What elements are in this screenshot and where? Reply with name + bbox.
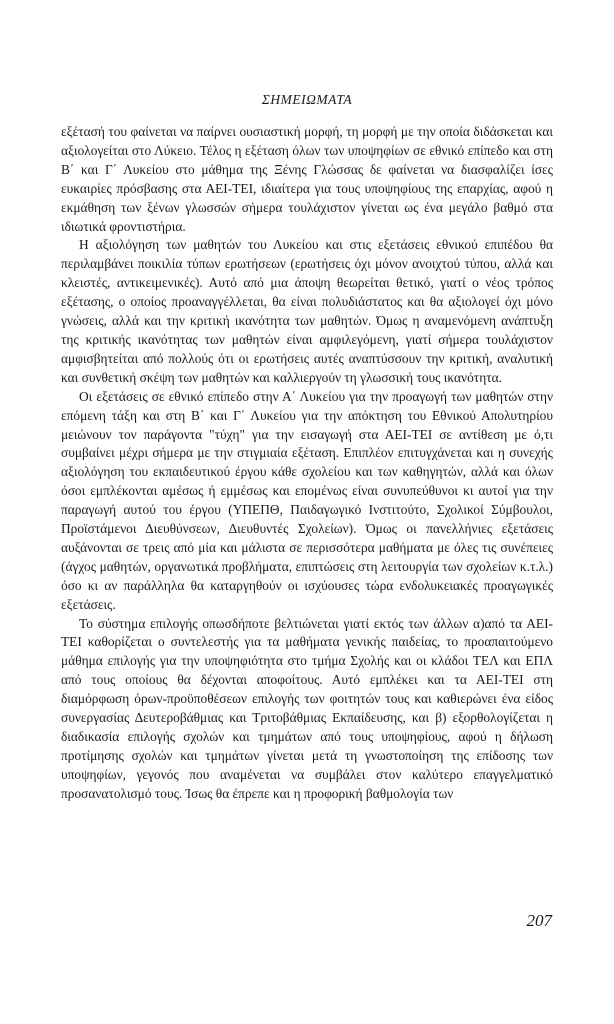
paragraph-1: εξέτασή του φαίνεται να παίρνει ουσιαστική μορφή, τη μορφή με την οποία διδάσκεται και αξιολογείται στο Λύκειο. Τέλος η εξέταση όλων των υποψηφίων σε εθνικό επίπεδο και στη Β΄ και Γ΄ Λυκείου στο μάθημα της Ξένης Γλώσσας δε φαίνεται να διασφαλίζει ίσες ευκαιρίες πρόσβασης στα ΑΕΙ-ΤΕΙ, ιδιαίτερα για τους υποψηφίους της επαρχίας, αφού η εκμάθηση των ξένων γλωσσών σήμερα τουλάχιστον γίνεται ως ένα μεγάλο βαθμό στα ιδιωτικά φροντιστήρια. [61,124,553,234]
paragraph-2: Η αξιολόγηση των μαθητών του Λυκείου και στις εξετάσεις εθνικού επιπέδου θα περιλαμβάνει ποικιλία τύπων ερωτήσεων (ερωτήσεις όχι μόνον ανοιχτού τύπου, αλλά και κλειστές, αντικειμενικές). Αυτό από μια άποψη θεωρείται θετικό, γιατί ο νέος τρόπος εξέτασης, ο οποίος προαναγγέλλεται, θα είναι πολυδιάστατος και θα αξιολογεί όχι μόνο γνώσεις, αλλά και την κριτική ικανότητα των μαθητών. Όμως η αναμενόμενη ανάπτυξη της κριτικής ικανότητας των μαθητών είναι αμφιλεγόμενη, γιατί σήμερα τουλάχιστον αμφισβητείται από πολλούς ότι οι ερωτήσεις αυτές αναπτύσσουν την κριτική, αναλυτική και συνθετική σκέψη των μαθητών και καλλιεργούν τη γλωσσική τους ικανότητα. [61,237,553,385]
running-head: ΣΗΜΕΙΩΜΑΤΑ [261,92,353,107]
page-number: 207 [526,911,552,930]
paragraph-3: Οι εξετάσεις σε εθνικό επίπεδο στην Α΄ Λυκείου για την προαγωγή των μαθητών στην επόμενη τάξη και στη Β΄ και Γ΄ Λυκείου για την απόκτηση του Εθνικού Απολυτηρίου μειώνουν τον παράγοντα "τύχη" για την εισαγωγή στα ΑΕΙ-ΤΕΙ σε αντίθεση με ό,τι συμβαίνει μέχρι σήμερα με την στιγμιαία εξέταση. Επιπλέον επιτυγχάνεται και η συνεχής αξιολόγηση του εκπαιδευτικού έργου κάθε σχολείου και των καθηγητών, αλλά και όλων όσοι εμπλέκονται αμέσως ή εμμέσως και επομένως είναι συνυπεύθυνοι κι αυτοί για την παραγωγή αυτού του έργου (ΥΠΕΠΘ, Παιδαγωγικό Ινστιτούτο, Σχολικοί Σύμβουλοι, Προϊστάμενοι Διευθύνσεων, Διευθυντές Σχολείων). Όμως οι πανελλήνιες εξετάσεις αυξάνονται σε τρεις από μία και μάλιστα σε περισσότερα μαθήματα με όλες τις συνέπειες (άγχος μαθητών, οργανωτικά προβλήματα, επιπτώσεις στη λειτουργία των σχολείων κ.τ.λ.) όσο κι αν παράλληλα θα καταργηθούν οι ισχύουσες τώρα ενδολυκειακές προαγωγικές εξετάσεις. [61,388,553,612]
paragraph-4: Το σύστημα επιλογής οπωσδήποτε βελτιώνεται γιατί εκτός των άλλων α)από τα ΑΕΙ-ΤΕΙ καθορίζεται ο συντελεστής για τα μαθήματα γενικής παιδείας, το προαπαιτούμενο μάθημα επιλογής για την υποψηφιότητα στο τμήμα Σχολής και οι κλάδοι ΤΕΛ και ΕΠΛ από τους οποίους θα δέχονται αποφοίτους. Αυτό εμπλέκει και τα ΑΕΙ-ΤΕΙ στη διαμόρφωση όρων-προϋποθέσεων επιλογής των φοιτητών τους και καθιερώνει ένα είδος συνεργασίας Δευτεροβάθμιας και Τριτοβάθμιας Εκπαίδευσης, και β) εξορθολογίζεται η διαδικασία επιλογής σχολών και τμημάτων από τους υποψηφίους, αφού η δήλωση προτίμησης σχολών και τμημάτων γίνεται μετά τη γνωστοποίηση της επίδοσης των υποψηφίων, γεγονός που αναμένεται να συμβάλει στον καλύτερο επαγγελματικό προσανατολισμό τους. Ίσως θα έπρεπε και η προφορική βαθμολογία των [61,615,553,801]
body-text [61,123,553,804]
